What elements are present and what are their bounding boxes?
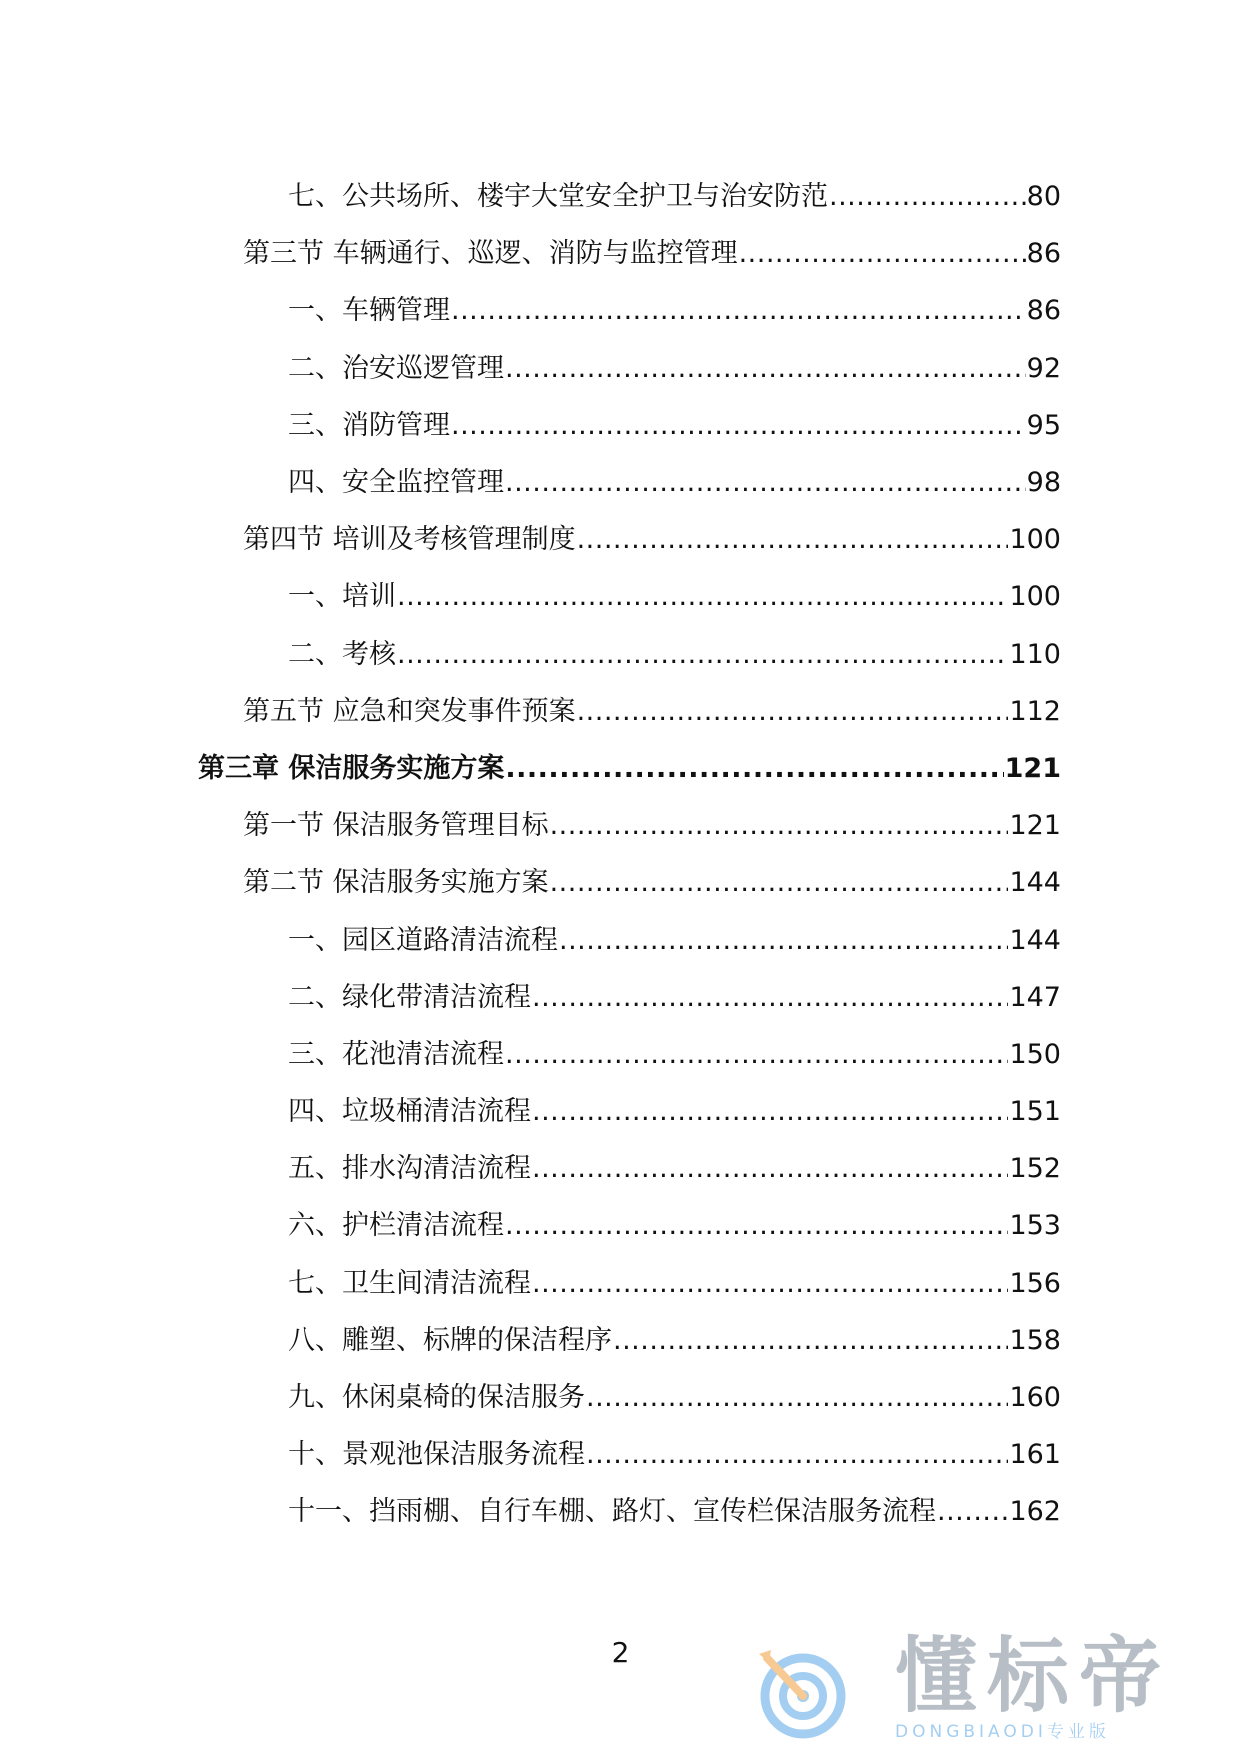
toc-entry[interactable]	[0, 1140, 1241, 1197]
toc-entry-page: 144	[1009, 867, 1061, 899]
toc-dot-leader	[739, 240, 1026, 267]
toc-dot-leader	[505, 469, 1026, 496]
toc-entry[interactable]	[0, 1026, 1241, 1083]
toc-entry[interactable]	[0, 911, 1241, 968]
toc-dot-leader	[586, 1384, 1008, 1411]
toc-entry[interactable]	[0, 1426, 1241, 1483]
toc-entry[interactable]	[0, 568, 1241, 625]
toc-entry[interactable]	[0, 1312, 1241, 1369]
toc-dot-leader	[397, 641, 1008, 668]
toc-dot-leader	[532, 1270, 1008, 1297]
toc-entry-page: 92	[1026, 352, 1061, 384]
toc-dot-leader	[577, 698, 1009, 725]
toc-entry-page: 86	[1026, 295, 1061, 327]
toc-dot-leader	[505, 1212, 1008, 1239]
toc-entry-title: 五、排水沟清洁流程	[288, 1153, 531, 1185]
toc-entry-title: 一、车辆管理	[288, 295, 450, 327]
toc-entry[interactable]	[0, 454, 1241, 511]
toc-entry-title: 三、消防管理	[288, 409, 450, 441]
toc-entry-title: 七、卫生间清洁流程	[288, 1267, 531, 1299]
toc-entry-title: 二、治安巡逻管理	[288, 352, 504, 384]
toc-entry-page: 151	[1009, 1096, 1061, 1128]
toc-entry[interactable]	[0, 1255, 1241, 1312]
toc-entry-page: 161	[1009, 1439, 1061, 1471]
toc-dot-leader	[451, 412, 1026, 439]
toc-entry-page: 150	[1009, 1038, 1061, 1070]
watermark	[745, 1629, 1215, 1750]
toc-dot-leader	[505, 1041, 1008, 1068]
toc-entry-title: 七、公共场所、楼宇大堂安全护卫与治安防范	[288, 181, 828, 213]
toc-dot-leader	[550, 869, 1009, 896]
toc-entry[interactable]	[0, 1083, 1241, 1140]
toc-entry-page: 162	[1009, 1496, 1061, 1528]
toc-entry-title: 一、园区道路清洁流程	[288, 924, 558, 956]
target-arrow-icon	[753, 1644, 849, 1740]
toc-entry-page: 80	[1026, 181, 1061, 213]
toc-entry-page: 152	[1009, 1153, 1061, 1185]
toc-dot-leader	[577, 526, 1009, 553]
toc-dot-leader	[559, 927, 1008, 954]
toc-entry-title: 第三章 保洁服务实施方案	[198, 752, 505, 784]
toc-entry-title: 第二节 保洁服务实施方案	[243, 867, 549, 899]
toc-entry-title: 三、花池清洁流程	[288, 1038, 504, 1070]
watermark-brand: 懂标帝	[895, 1629, 1172, 1724]
toc-dot-leader	[532, 1155, 1008, 1182]
toc-dot-leader	[505, 355, 1026, 382]
toc-entry[interactable]	[0, 397, 1241, 454]
toc-entry-page: 160	[1009, 1382, 1061, 1414]
toc-entry-title: 一、培训	[288, 581, 396, 613]
page-number: 2	[611, 1636, 630, 1669]
toc-dot-leader	[613, 1327, 1008, 1354]
toc-entry-page: 100	[1009, 524, 1061, 556]
toc-entry-page: 100	[1009, 581, 1061, 613]
toc-dot-leader	[937, 1498, 1008, 1525]
toc-entry[interactable]	[0, 225, 1241, 282]
toc-entry-title: 二、绿化带清洁流程	[288, 981, 531, 1013]
toc-entry-title: 四、安全监控管理	[288, 467, 504, 499]
toc-entry[interactable]	[0, 740, 1241, 797]
toc-dot-leader	[532, 1098, 1008, 1125]
toc-entry-title: 四、垃圾桶清洁流程	[288, 1096, 531, 1128]
table-of-contents	[0, 168, 1241, 1541]
toc-entry[interactable]	[0, 511, 1241, 568]
toc-entry[interactable]	[0, 282, 1241, 339]
toc-entry-page: 147	[1009, 981, 1061, 1013]
toc-entry-page: 95	[1026, 409, 1061, 441]
toc-entry-title: 第五节 应急和突发事件预案	[243, 695, 576, 727]
toc-dot-leader	[586, 1441, 1008, 1468]
toc-entry-title: 第四节 培训及考核管理制度	[243, 524, 576, 556]
watermark-subtitle: DONGBIAODI专业版	[895, 1722, 1110, 1742]
toc-entry[interactable]	[0, 797, 1241, 854]
toc-entry-title: 六、护栏清洁流程	[288, 1210, 504, 1242]
toc-dot-leader	[532, 984, 1008, 1011]
toc-entry[interactable]	[0, 1369, 1241, 1426]
toc-entry-page: 110	[1009, 638, 1061, 670]
toc-entry-page: 156	[1009, 1267, 1061, 1299]
toc-entry[interactable]	[0, 168, 1241, 225]
toc-dot-leader	[829, 183, 1026, 210]
toc-dot-leader	[550, 812, 1009, 839]
toc-entry-page: 144	[1009, 924, 1061, 956]
toc-entry-title: 第三节 车辆通行、巡逻、消防与监控管理	[243, 238, 738, 270]
toc-entry-page: 121	[1004, 752, 1061, 784]
toc-entry-title: 九、休闲桌椅的保洁服务	[288, 1382, 585, 1414]
toc-entry-page: 98	[1026, 467, 1061, 499]
toc-entry[interactable]	[0, 854, 1241, 911]
toc-dot-leader	[505, 755, 1003, 782]
toc-entry-title: 八、雕塑、标牌的保洁程序	[288, 1324, 612, 1356]
toc-entry-title: 第一节 保洁服务管理目标	[243, 810, 549, 842]
toc-entry-title: 十、景观池保洁服务流程	[288, 1439, 585, 1471]
toc-dot-leader	[397, 583, 1008, 610]
toc-entry-page: 158	[1009, 1324, 1061, 1356]
toc-entry-page: 153	[1009, 1210, 1061, 1242]
toc-entry-page: 86	[1026, 238, 1061, 270]
toc-entry[interactable]	[0, 969, 1241, 1026]
toc-entry-title: 二、考核	[288, 638, 396, 670]
toc-entry[interactable]	[0, 340, 1241, 397]
toc-entry[interactable]	[0, 1197, 1241, 1254]
toc-entry[interactable]	[0, 683, 1241, 740]
toc-entry[interactable]	[0, 626, 1241, 683]
toc-entry-page: 121	[1009, 810, 1061, 842]
toc-entry-title: 十一、挡雨棚、自行车棚、路灯、宣传栏保洁服务流程	[288, 1496, 936, 1528]
toc-dot-leader	[451, 297, 1026, 324]
toc-entry-page: 112	[1009, 695, 1061, 727]
toc-entry[interactable]	[0, 1483, 1241, 1540]
